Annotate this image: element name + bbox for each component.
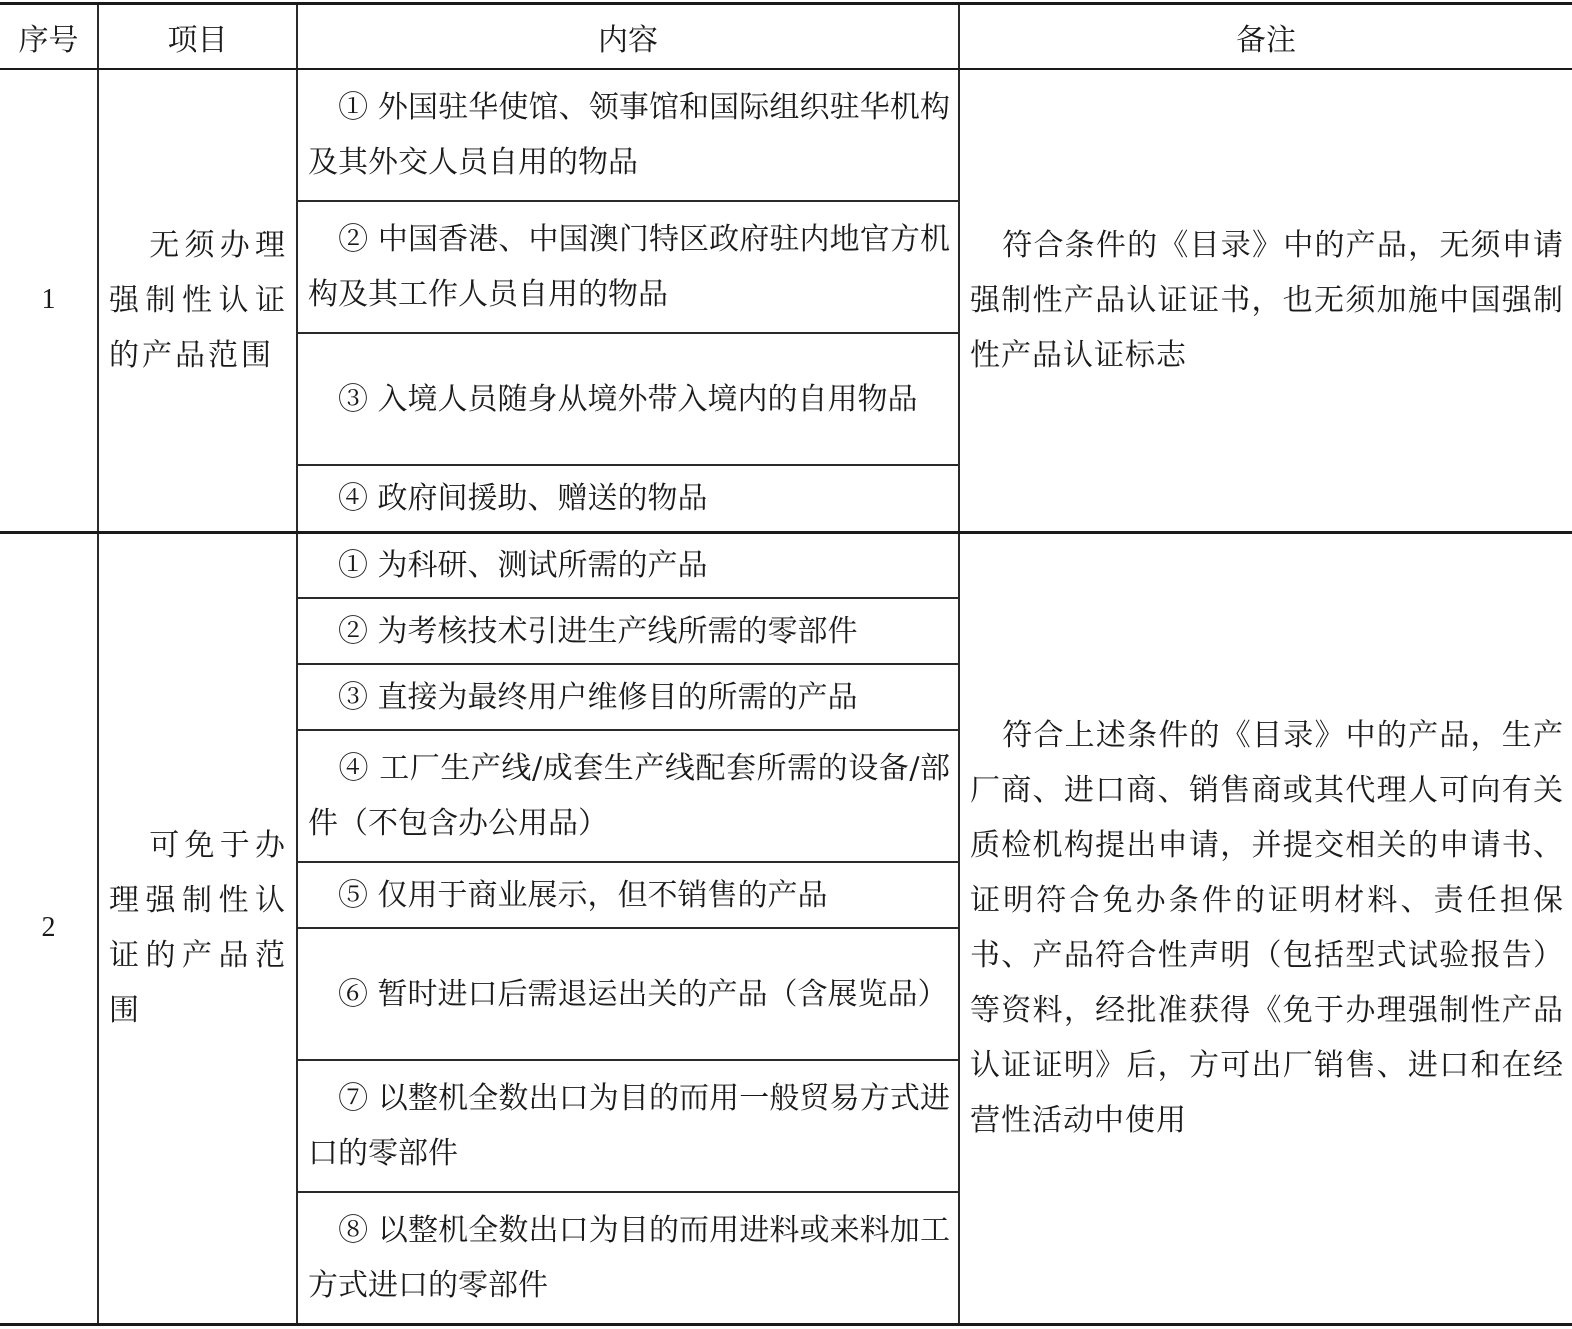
content-text: ① 外国驻华使馆、领事馆和国际组织驻华机构及其外交人员自用的物品	[308, 90, 950, 180]
content-text: ④ 工厂生产线/成套生产线配套所需的设备/部件（不包含办公用品）	[308, 751, 950, 841]
table-row	[0, 69, 1572, 201]
content-text: ⑦ 以整机全数出口为目的而用一般贸易方式进口的零部件	[308, 1081, 950, 1171]
content-cell	[297, 928, 959, 1060]
item-cell	[98, 69, 297, 532]
content-cell	[297, 333, 959, 465]
content-cell	[297, 730, 959, 862]
row-number: 2	[0, 532, 98, 1324]
note-cell	[959, 69, 1572, 532]
content-text: ③ 直接为最终用户维修目的所需的产品	[338, 679, 858, 715]
header-note: 备注	[959, 4, 1572, 70]
item-text: 可免于办理强制性认证的产品范围	[109, 828, 288, 1028]
content-text: ⑤ 仅用于商业展示，但不销售的产品	[338, 877, 828, 913]
content-text: ⑧ 以整机全数出口为目的而用进料或来料加工方式进口的零部件	[308, 1212, 950, 1303]
content-text: ④ 政府间援助、赠送的物品	[338, 480, 708, 516]
content-cell	[297, 532, 959, 598]
header-content: 内容	[297, 4, 959, 70]
table-row	[0, 532, 1572, 598]
content-cell	[297, 598, 959, 664]
content-cell	[297, 465, 959, 532]
header-row	[0, 4, 1572, 70]
content-text: ② 中国香港、中国澳门特区政府驻内地官方机构及其工作人员自用的物品	[308, 222, 950, 312]
content-cell	[297, 1060, 959, 1192]
header-num: 序号	[0, 4, 98, 70]
content-cell	[297, 1192, 959, 1324]
content-cell	[297, 862, 959, 928]
note-text: 符合上述条件的《目录》中的产品，生产厂商、进口商、销售商或其代理人可向有关质检机构提出申请，并提交相关的申请书、证明符合免办条件的证明材料、责任担保书、产品符合性声明（包括型式试验报告）等资料，经批准获得《免于办理强制性产品认证证明》后，方可出厂销售、进口和在经营性活动中使用	[970, 718, 1564, 1138]
content-text: ⑥ 暂时进口后需退运出关的产品（含展览品）	[338, 976, 948, 1012]
exemption-table	[0, 2, 1572, 1326]
note-text: 符合条件的《目录》中的产品，无须申请强制性产品认证证书，也无须加施中国强制性产品认证标志	[970, 227, 1564, 373]
content-cell	[297, 201, 959, 333]
content-cell	[297, 69, 959, 201]
content-text: ① 为科研、测试所需的产品	[338, 547, 708, 583]
item-cell	[98, 532, 297, 1324]
content-cell	[297, 664, 959, 730]
item-text: 无须办理强制性认证的产品范围	[109, 227, 288, 373]
row-number: 1	[0, 69, 98, 532]
header-item: 项目	[98, 4, 297, 70]
note-cell	[959, 532, 1572, 1324]
content-text: ③ 入境人员随身从境外带入境内的自用物品	[338, 381, 918, 417]
content-text: ② 为考核技术引进生产线所需的零部件	[338, 613, 858, 649]
